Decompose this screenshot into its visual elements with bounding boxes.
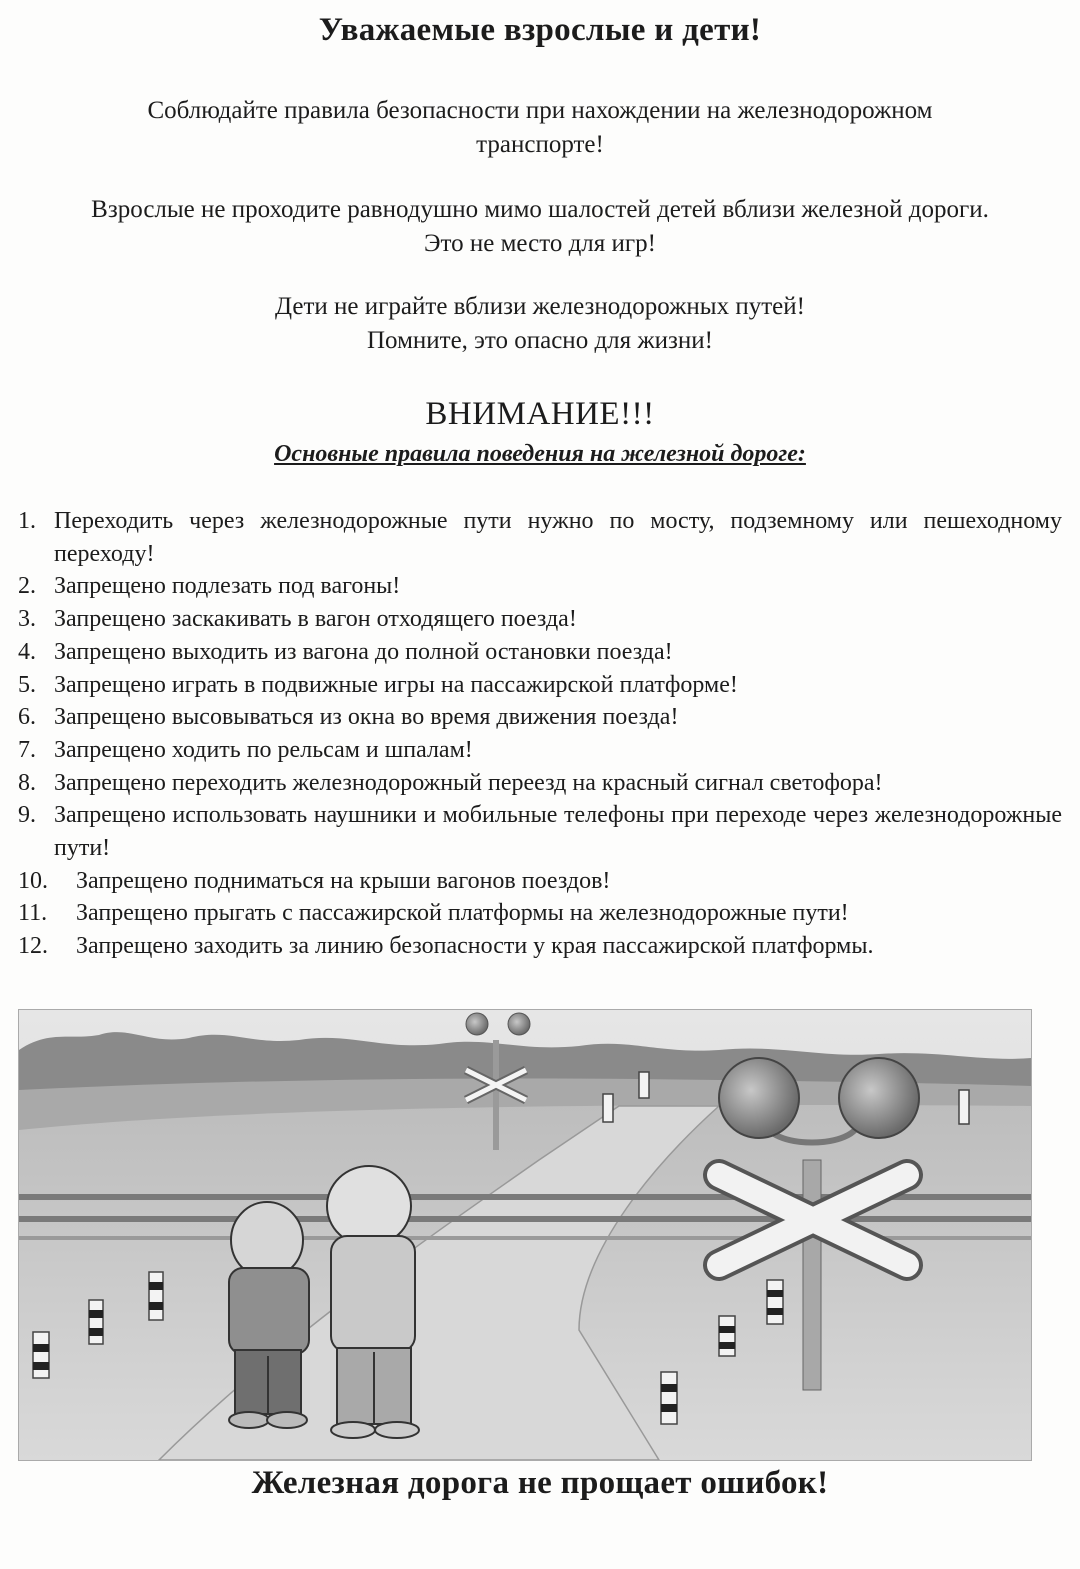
rule-number: 12. (18, 933, 48, 960)
rule-text: Запрещено играть в подвижные игры на пассажирской платформе! (54, 671, 738, 698)
rule-text: Запрещено переходить железнодорожный переезд на красный сигнал светофора! (54, 769, 883, 796)
rule-item (18, 603, 1062, 636)
intro-line: Дети не играйте вблизи железнодорожных путей! (275, 293, 805, 320)
rule-item (18, 865, 1062, 898)
rule-item (18, 669, 1062, 702)
rule-text: Запрещено использовать наушники и мобильные телефоны при переходе через железнодорожные пути! (54, 802, 1062, 862)
rules-list (18, 505, 1062, 963)
intro-line: транспорте! (476, 131, 604, 158)
rule-text: Запрещено подниматься на крыши вагонов поездов! (76, 867, 611, 894)
rule-number: 11. (18, 900, 48, 927)
child-right (327, 1166, 419, 1438)
rule-text: Запрещено прыгать с пассажирской платформы на железнодорожные пути! (76, 900, 849, 927)
rule-number: 7. (18, 736, 36, 763)
intro-paragraph-adults (0, 193, 1080, 261)
railway-crossing-illustration (18, 1009, 1032, 1461)
intro-paragraph-safety (0, 94, 1080, 162)
rule-item (18, 570, 1062, 603)
rule-text: Запрещено высовываться из окна во время движения поезда! (54, 704, 679, 731)
intro-line: Соблюдайте правила безопасности при нахождении на железнодорожном (147, 97, 933, 124)
rule-number: 3. (18, 606, 36, 633)
intro-paragraph-children (0, 290, 1080, 358)
rule-item (18, 799, 1062, 864)
rule-item (18, 505, 1062, 570)
rule-number: 10. (18, 867, 48, 894)
rule-text: Запрещено выходить из вагона до полной остановки поезда! (54, 638, 673, 665)
rule-number: 2. (18, 573, 36, 600)
rule-item (18, 734, 1062, 767)
rule-text: Запрещено заскакивать в вагон отходящего поезда! (54, 606, 577, 633)
rule-item (18, 930, 1062, 963)
rule-text: Запрещено подлезать под вагоны! (54, 573, 401, 600)
child-left (229, 1202, 309, 1428)
rule-item (18, 767, 1062, 800)
rule-text: Переходить через железнодорожные пути нужно по мосту, подземному или пешеходному переходу! (54, 508, 1062, 567)
rules-subheading: Основные правила поведения на железной дороге: (274, 441, 806, 467)
page-title: Уважаемые взрослые и дети! (318, 12, 762, 48)
rule-text: Запрещено заходить за линию безопасности у края пассажирской платформы. (76, 933, 874, 960)
rule-number: 4. (18, 638, 36, 665)
intro-line: Взрослые не проходите равнодушно мимо шалостей детей вблизи железной дороги. (91, 196, 989, 223)
rule-number: 6. (18, 704, 36, 731)
rule-number: 8. (18, 769, 36, 796)
attention-heading: ВНИМАНИЕ!!! (425, 396, 655, 432)
intro-line: Это не место для игр! (424, 230, 656, 257)
rule-text: Запрещено ходить по рельсам и шпалам! (54, 736, 473, 763)
rule-item (18, 701, 1062, 734)
footer-slogan: Железная дорога не прощает ошибок! (251, 1465, 829, 1501)
rule-item (18, 636, 1062, 669)
rule-number: 1. (18, 508, 36, 534)
rule-item (18, 897, 1062, 930)
rule-number: 9. (18, 802, 36, 829)
intro-line: Помните, это опасно для жизни! (366, 327, 713, 354)
rule-number: 5. (18, 671, 36, 698)
